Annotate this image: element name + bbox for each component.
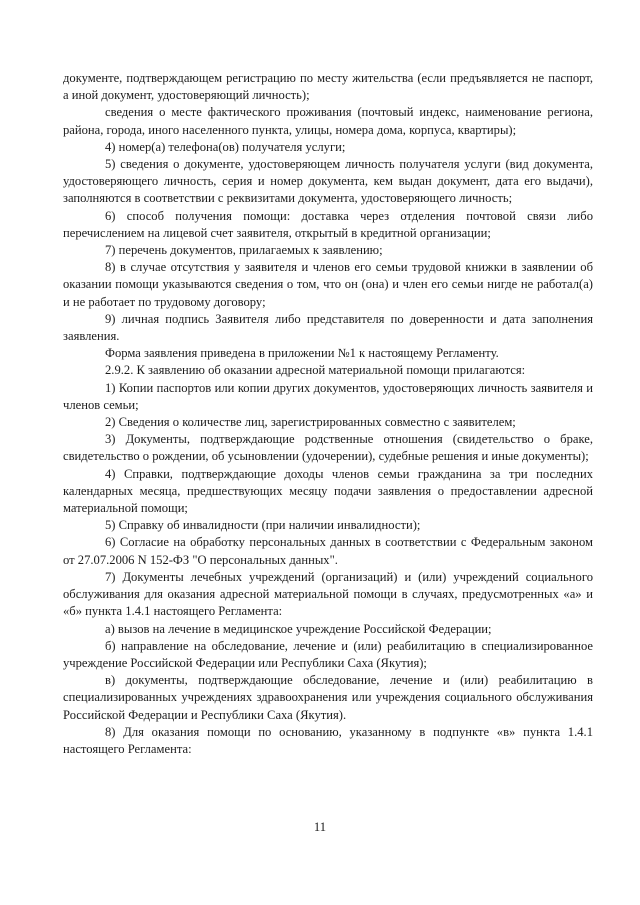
page-number: 11	[313, 820, 327, 834]
paragraph: 7) Документы лечебных учреждений (организаций) и (или) учреждений социального обслуживания для оказания адресной материальной помощи в случаях, предусмотренных «а» и «б» пункта 1.4.1 настоящего Регламента:	[63, 569, 593, 619]
paragraph: 5) Справку об инвалидности (при наличии инвалидности);	[105, 518, 421, 533]
paragraph: 2) Сведения о количестве лиц, зарегистрированных совместно с заявителем;	[105, 415, 516, 430]
paragraph: 6) способ получения помощи: доставка через отделения почтовой связи либо перечислением на лицевой счет заявителя, открытый в кредитной организации;	[63, 208, 593, 240]
paragraph: в) документы, подтверждающие обследование, лечение и (или) реабилитацию в специализированных учреждениях здравоохранения или учреждения социального обслуживания Российской Федерации и Республики Саха (Якутия).	[63, 673, 593, 722]
paragraph: 6) Согласие на обработку персональных данных в соответствии с Федеральным законом от 27.07.2006 N 152-ФЗ "О персональных данных".	[63, 535, 593, 567]
paragraph: а) вызов на лечение в медицинское учреждение Российской Федерации;	[105, 621, 492, 636]
paragraph: б) направление на обследование, лечение и (или) реабилитацию в специализированное учреждение Российской Федерации или Республики Саха (Якутия);	[63, 638, 593, 670]
paragraph: 9) личная подпись Заявителя либо представителя по доверенности и дата заполнения заявления.	[63, 311, 593, 344]
paragraph: сведения о месте фактического проживания (почтовый индекс, наименование региона, района, города, иного населенного пункта, улицы, номера дома, корпуса, квартиры);	[63, 105, 593, 137]
paragraph: 2.9.2. К заявлению об оказании адресной материальной помощи прилагаются:	[105, 363, 526, 378]
paragraph: 4) Справки, подтверждающие доходы членов семьи гражданина за три последних календарных месяца, предшествующих месяцу подачи заявления о предоставлении адресной материальной помощи;	[63, 466, 593, 516]
document-body	[63, 70, 593, 758]
paragraph: 5) сведения о документе, удостоверяющем личность получателя услуги (вид документа, удостоверяющего личность, серия и номер документа, кем выдан документ, дата его выдачи), заполняются в соответствии с реквизитами документа, удостоверяющего личность;	[63, 157, 593, 206]
paragraph-continuation: документе, подтверждающем регистрацию по месту жительства (если предъявляется не паспорт, а иной документ, удостоверяющий личность);	[63, 71, 593, 103]
paragraph: 4) номер(а) телефона(ов) получателя услуги;	[105, 139, 346, 154]
paragraph: 8) в случае отсутствия у заявителя и членов его семьи трудовой книжки в заявлении об оказании помощи указываются сведения о том, что он (она) и член его семьи нигде не работал(а) и не работает по трудовому договору;	[63, 260, 593, 309]
paragraph: 7) перечень документов, прилагаемых к заявлению;	[105, 243, 383, 258]
paragraph: 8) Для оказания помощи по основанию, указанному в подпункте «в» пункта 1.4.1 настоящего Регламента:	[63, 724, 593, 756]
paragraph: Форма заявления приведена в приложении №1 к настоящему Регламенту.	[105, 346, 499, 361]
paragraph: 3) Документы, подтверждающие родственные отношения (свидетельство о браке, свидетельство о рождении, об усыновлении (удочерении), судебные решения и иные документы);	[63, 432, 593, 464]
paragraph: 1) Копии паспортов или копии других документов, удостоверяющих личность заявителя и членов семьи;	[63, 380, 593, 412]
